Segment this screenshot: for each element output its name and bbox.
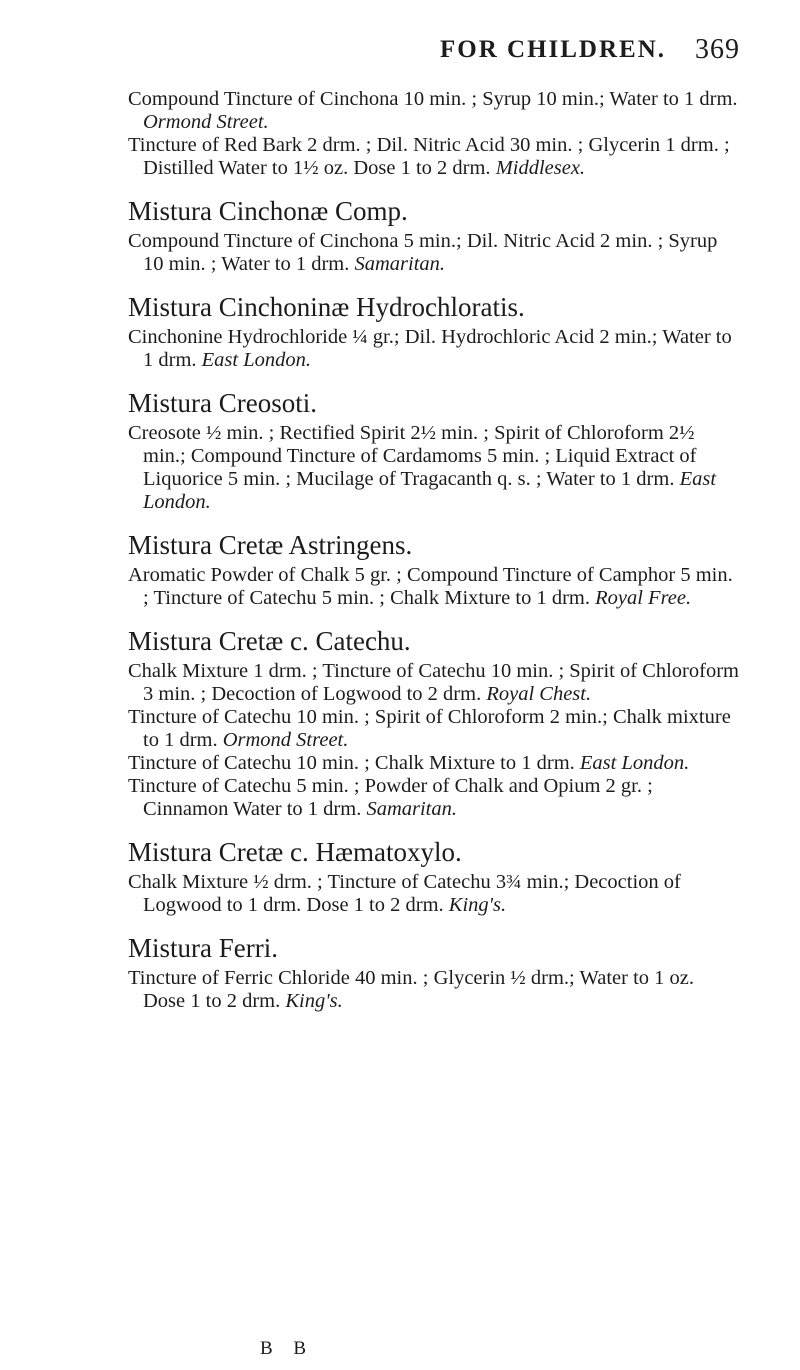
page-number: 369 <box>695 34 740 65</box>
formula-text: Compound Tincture of Cinchona 10 min. ; Syrup 10 min.; Water to 1 drm. <box>128 88 738 110</box>
intro-formulas <box>128 88 740 180</box>
section-cretae-catechu <box>128 624 740 821</box>
formula-text: Tincture of Catechu 10 min. ; Spirit of Chloroform 2 min.; Chalk mixture to 1 drm. <box>128 706 731 751</box>
formula <box>128 660 740 706</box>
formula-text: Tincture of Catechu 10 min. ; Chalk Mixture to 1 drm. <box>128 752 580 774</box>
section-heading: Mistura Creosoti. <box>128 388 317 418</box>
formula-text: Creosote ½ min. ; Rectified Spirit 2½ min. ; Spirit of Chloroform 2½ min.; Compound Tincture of Cardamoms 5 min. ; Liquid Extract of Liquorice 5 min. ; Mucilage of Tragacanth q. s. ; Water to 1 drm. <box>128 422 697 490</box>
formula-source: Royal Chest. <box>486 683 592 705</box>
formula-source: Middlesex. <box>495 157 586 179</box>
section-heading: Mistura Cinchonæ Comp. <box>128 196 408 226</box>
section-cinchonae-comp <box>128 194 740 276</box>
section-heading: Mistura Cretæ c. Hæmatoxylo. <box>128 837 462 867</box>
formula <box>128 752 740 775</box>
formula-text: Tincture of Ferric Chloride 40 min. ; Glycerin ½ drm.; Water to 1 oz. Dose 1 to 2 drm. <box>128 967 694 1012</box>
formula-text: Chalk Mixture ½ drm. ; Tincture of Catechu 3¾ min.; Decoction of Logwood to 1 drm. Dose 1 to 2 drm. <box>128 871 681 916</box>
formula <box>128 871 740 917</box>
formula-source: Ormond Street. <box>222 729 349 751</box>
section-cretae-astringens <box>128 528 740 610</box>
running-title: FOR CHILDREN. <box>440 36 667 63</box>
signature-mark: B B <box>260 1338 315 1359</box>
formula <box>128 326 740 372</box>
formula <box>128 422 740 514</box>
formula-source: Ormond Street. <box>143 111 269 133</box>
formula-source: Royal Free. <box>595 587 692 609</box>
section-heading: Mistura Cretæ Astringens. <box>128 530 413 560</box>
formula-source: Samaritan. <box>366 798 458 820</box>
formula <box>128 88 740 134</box>
section-heading: Mistura Ferri. <box>128 933 278 963</box>
formula-text: Tincture of Catechu 5 min. ; Powder of Chalk and Opium 2 gr. ; Cinnamon Water to 1 drm. <box>128 775 653 820</box>
formula <box>128 564 740 610</box>
section-cinchoninae <box>128 290 740 372</box>
formula <box>128 230 740 276</box>
section-cretae-haematoxylo <box>128 835 740 917</box>
formula-source: East London. <box>579 752 690 774</box>
formula <box>128 967 740 1013</box>
entries <box>128 88 740 1013</box>
formula-text: Cinchonine Hydrochloride ¼ gr.; Dil. Hydrochloric Acid 2 min.; Water to 1 drm. <box>128 326 732 371</box>
formula-text: Chalk Mixture 1 drm. ; Tincture of Catechu 10 min. ; Spirit of Chloroform 3 min. ; Decoction of Logwood to 2 drm. <box>128 660 739 705</box>
formula-source: East London. <box>201 349 312 371</box>
section-ferri <box>128 931 740 1013</box>
section-heading: Mistura Cinchoninæ Hydrochloratis. <box>128 292 525 322</box>
formula <box>128 706 740 752</box>
section-heading: Mistura Cretæ c. Catechu. <box>128 626 411 656</box>
formula-source: King's. <box>285 990 343 1012</box>
formula-source: King's. <box>448 894 507 916</box>
section-creosoti <box>128 386 740 514</box>
formula-text: Aromatic Powder of Chalk 5 gr. ; Compound Tincture of Camphor 5 min. ; Tincture of Catechu 5 min. ; Chalk Mixture to 1 drm. <box>128 564 733 609</box>
running-head <box>128 0 740 70</box>
formula-text: Compound Tincture of Cinchona 5 min.; Dil. Nitric Acid 2 min. ; Syrup 10 min. ; Water to 1 drm. <box>128 230 718 275</box>
formula <box>128 775 740 821</box>
formula-text: Tincture of Red Bark 2 drm. ; Dil. Nitric Acid 30 min. ; Glycerin 1 drm. ; Distilled Water to 1½ oz. Dose 1 to 2 drm. <box>128 134 730 179</box>
formula <box>128 134 740 180</box>
formula-source: Samaritan. <box>354 253 446 275</box>
formula-source: East London. <box>143 468 717 513</box>
